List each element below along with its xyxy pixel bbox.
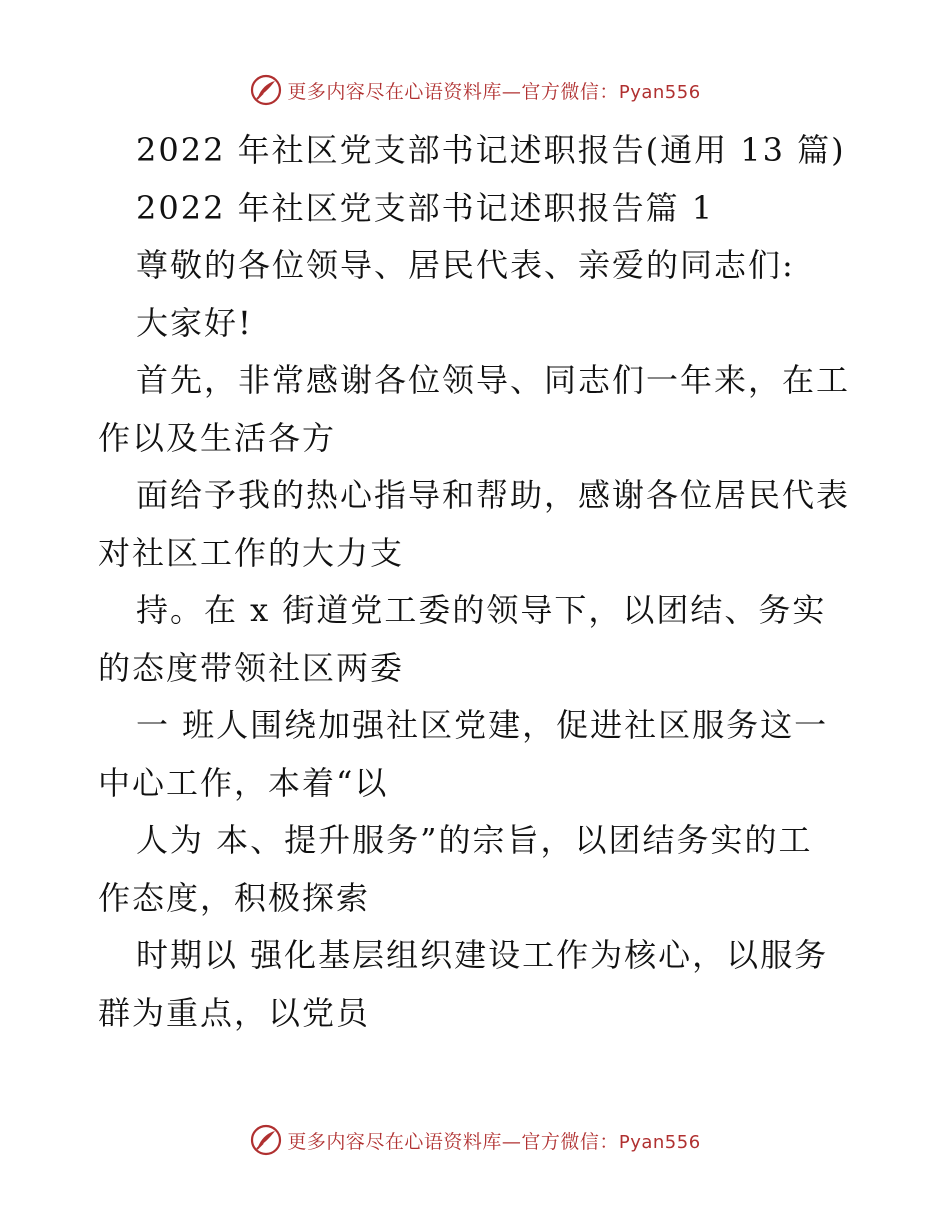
document-line: 2022 年社区党支部书记述职报告篇 1	[136, 188, 715, 227]
document-line: 持。在 x 街道党工委的领导下，以团结、务实	[136, 591, 827, 629]
document-line: 时期以 强化基层组织建设工作为核心，以服务	[136, 936, 829, 974]
document-body	[98, 122, 858, 1042]
quill-logo-icon	[249, 1123, 283, 1157]
document-line: 群为重点，以党员	[98, 993, 371, 1032]
wechat-id: Pyan556	[618, 1131, 701, 1153]
document-line: 首先，非常感谢各位领导、同志们一年来，在工	[136, 361, 851, 399]
document-line: 尊敬的各位领导、居民代表、亲爱的同志们:	[136, 246, 795, 284]
document-line: 作以及生活各方	[98, 418, 337, 457]
wechat-id: Pyan556	[618, 81, 701, 103]
document-line: 一 班人围绕加强社区党建，促进社区服务这一	[136, 706, 829, 744]
document-line: 对社区工作的大力支	[98, 533, 405, 572]
banner-text: 更多内容尽在心语资料库—官方微信：Pyan556	[287, 80, 701, 103]
quill-logo-icon	[249, 73, 283, 107]
document-line: 2022 年社区党支部书记述职报告(通用 13 篇)	[136, 131, 846, 169]
document-line: 大家好!	[136, 303, 253, 342]
header-banner	[0, 70, 950, 110]
document-line: 作态度，积极探索	[98, 878, 371, 917]
document-line: 的态度带领社区两委	[98, 648, 405, 687]
document-line: 面给予我的热心指导和帮助，感谢各位居民代表	[136, 476, 851, 514]
document-line: 中心工作，本着“以	[98, 763, 389, 802]
banner-text: 更多内容尽在心语资料库—官方微信：Pyan556	[287, 1130, 701, 1153]
document-line: 人为 本、提升服务”的宗旨，以团结务实的工	[136, 821, 813, 859]
footer-banner	[0, 1120, 950, 1160]
